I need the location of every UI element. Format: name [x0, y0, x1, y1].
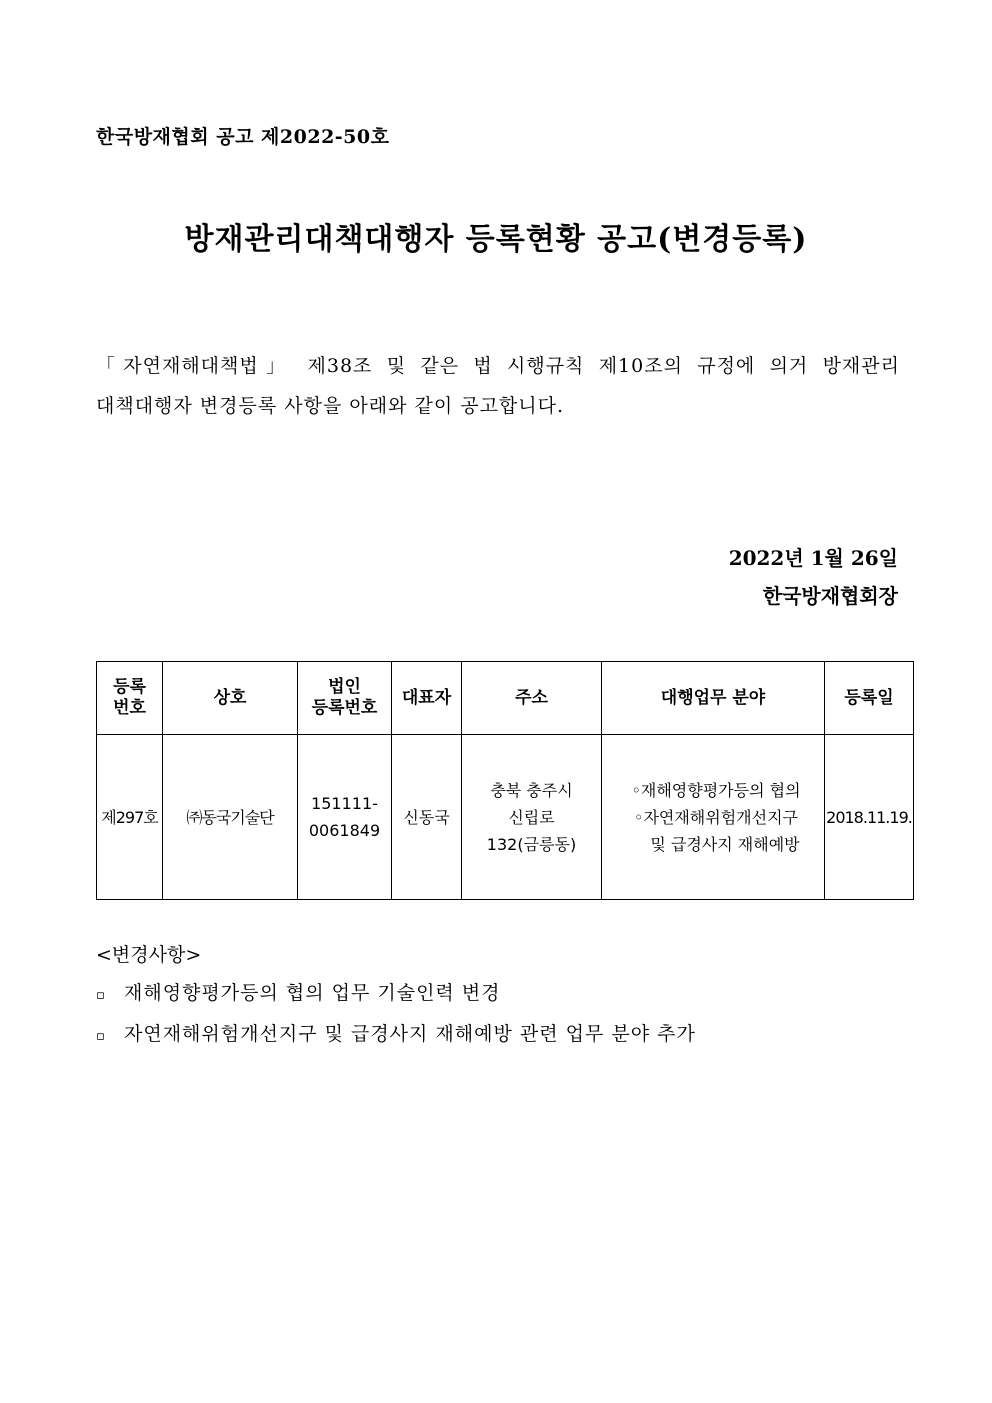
address-line: 충북 충주시 — [490, 780, 573, 800]
changes-heading: <변경사항> — [96, 944, 202, 966]
body-line: 「자연재해대책법」 제38조 및 같은 법 시행규칙 제10조의 규정에 의거 방재관리 — [96, 355, 900, 377]
cell-reg-date: 2018.11.19. — [825, 735, 914, 900]
notice-number: 한국방재협회 공고 제2022-50호 — [96, 126, 390, 148]
header-reg-date: 등록일 — [825, 662, 914, 735]
address-line: 신립로 — [508, 807, 555, 827]
header-reg-no — [97, 662, 163, 735]
change-text: 재해영향평가등의 협의 업무 기술인력 변경 — [124, 982, 501, 1004]
header-representative: 대표자 — [392, 662, 462, 735]
cell-corp-no — [298, 735, 392, 900]
cell-company: ㈜동국기술단 — [163, 735, 298, 900]
header-text: 법인 — [328, 677, 361, 697]
business-item: ◦자연재해위험개선지구 — [634, 807, 798, 827]
change-text: 자연재해위험개선지구 및 급경사지 재해예방 관련 업무 분야 추가 — [124, 1023, 696, 1045]
header-company: 상호 — [163, 662, 298, 735]
cell-address — [462, 735, 602, 900]
body-paragraph — [96, 346, 900, 426]
table-header-row — [97, 662, 914, 735]
registration-table — [96, 661, 914, 900]
changes-section — [96, 936, 696, 1056]
cell-representative: 신동국 — [392, 735, 462, 900]
signer: 한국방재협회장 — [762, 584, 898, 608]
document-title: 방재관리대책대행자 등록현황 공고(변경등록) — [184, 222, 808, 257]
bullet-icon: ▫ — [96, 988, 106, 1003]
header-text: 번호 — [113, 698, 146, 718]
body-line: 대책대행자 변경등록 사항을 아래와 같이 공고합니다. — [96, 395, 565, 417]
cell-business — [602, 735, 825, 900]
corp-no-part: 151111- — [311, 794, 378, 813]
cell-reg-no: 제297호 — [97, 735, 163, 900]
header-text: 등록번호 — [311, 698, 378, 718]
change-item — [96, 1015, 696, 1056]
notice-date: 2022년 1월 26일 — [728, 546, 898, 570]
table-row — [97, 735, 914, 900]
header-corp-no — [298, 662, 392, 735]
header-text: 등록 — [113, 677, 146, 697]
change-item — [96, 974, 696, 1015]
corp-no-part: 0061849 — [308, 821, 381, 840]
business-item: 및 급경사지 재해예방 — [650, 834, 800, 854]
business-item: ◦재해영향평가등의 협의 — [631, 780, 801, 800]
header-address: 주소 — [462, 662, 602, 735]
address-line: 132(금릉동) — [486, 834, 577, 854]
bullet-icon: ▫ — [96, 1029, 106, 1044]
header-business: 대행업무 분야 — [602, 662, 825, 735]
